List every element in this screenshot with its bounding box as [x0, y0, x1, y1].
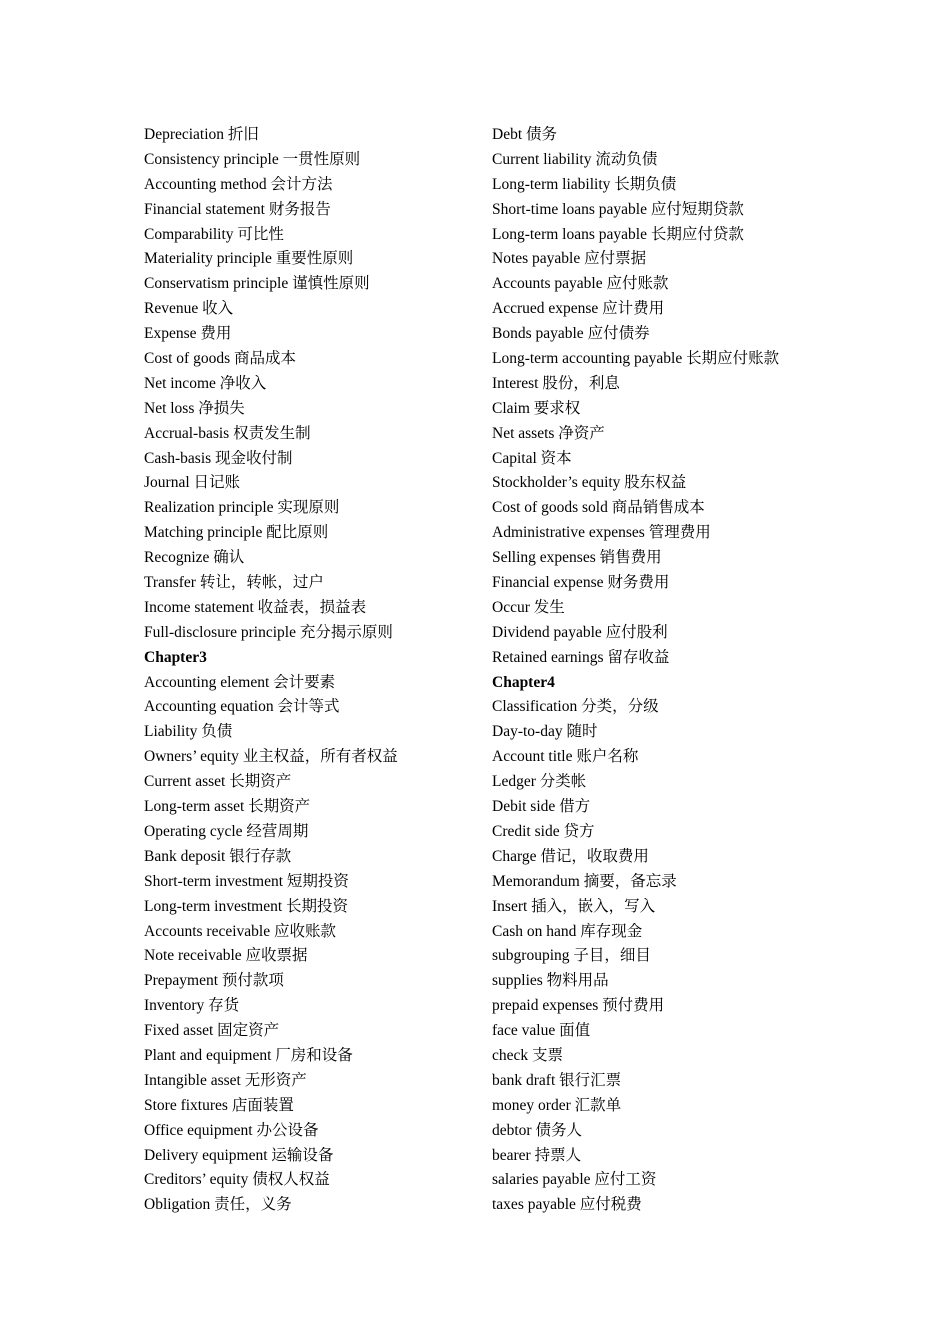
glossary-entry: Expense 费用: [144, 325, 232, 343]
glossary-entry: Net assets 净资产: [492, 424, 605, 442]
glossary-entry: Insert 插入，嵌入，写入: [492, 897, 656, 915]
glossary-entry: Revenue 收入: [144, 300, 234, 318]
glossary-entry: Full-disclosure principle 充分揭示原则: [144, 623, 393, 641]
glossary-entry: Income statement 收益表，损益表: [144, 598, 367, 616]
glossary-entry: money order 汇款单: [492, 1096, 622, 1114]
glossary-entry: Realization principle 实现原则: [144, 499, 340, 517]
glossary-entry: Cash-basis 现金收付制: [144, 449, 293, 467]
glossary-entry: supplies 物料用品: [492, 972, 609, 990]
glossary-entry: bank draft 银行汇票: [492, 1071, 622, 1089]
glossary-entry: Prepayment 预付款项: [144, 972, 284, 990]
glossary-entry: check 支票: [492, 1046, 564, 1064]
glossary-entry: salaries payable 应付工资: [492, 1171, 657, 1189]
glossary-entry: Office equipment 办公设备: [144, 1121, 319, 1139]
glossary-entry: Dividend payable 应付股利: [492, 623, 668, 641]
glossary-entry: Fixed asset 固定资产: [144, 1022, 280, 1040]
glossary-entry: Transfer 转让，转帐，过户: [144, 574, 324, 592]
glossary-entry: subgrouping 子目，细目: [492, 947, 651, 965]
glossary-entry: Depreciation 折旧: [144, 126, 259, 143]
glossary-entry: Cost of goods sold 商品销售成本: [492, 499, 705, 517]
glossary-entry: Short-term investment 短期投资: [144, 872, 349, 890]
glossary-entry: Accounting element 会计要素: [144, 673, 336, 691]
left-term-column: [144, 123, 474, 1218]
glossary-entry: Owners’ equity 业主权益，所有者权益: [144, 748, 398, 766]
glossary-entry: Long-term asset 长期资产: [144, 798, 311, 816]
glossary-entry: Capital 资本: [492, 449, 572, 467]
glossary-entry: Obligation 责任，义务: [144, 1196, 292, 1214]
glossary-entry: Charge 借记，收取费用: [492, 847, 649, 865]
glossary-entry: Accounting equation 会计等式: [144, 698, 340, 716]
glossary-entry: Delivery equipment 运输设备: [144, 1146, 334, 1164]
glossary-entry: Cost of goods 商品成本: [144, 350, 296, 368]
glossary-entry: Accrued expense 应计费用: [492, 300, 665, 318]
right-term-column: [492, 123, 912, 1218]
glossary-entry: Interest 股份，利息: [492, 374, 620, 392]
glossary-entry: Classification 分类，分级: [492, 698, 659, 716]
glossary-entry: Matching principle 配比原则: [144, 524, 329, 542]
glossary-entry: Claim 要求权: [492, 399, 581, 417]
glossary-entry: Current asset 长期资产: [144, 773, 292, 791]
glossary-entry: Financial expense 财务费用: [492, 574, 670, 592]
glossary-entry: Note receivable 应收票据: [144, 947, 308, 965]
glossary-entry: Long-term liability 长期负债: [492, 175, 677, 193]
glossary-entry: Bank deposit 银行存款: [144, 847, 292, 865]
glossary-entry: Accrual-basis 权责发生制: [144, 424, 311, 442]
glossary-entry: Inventory 存货: [144, 997, 240, 1015]
glossary-entry: Notes payable 应付票据: [492, 250, 647, 268]
chapter-heading: Chapter4: [492, 673, 555, 691]
glossary-entry: Stockholder’s equity 股东权益: [492, 474, 687, 492]
glossary-entry: Materiality principle 重要性原则: [144, 250, 354, 268]
glossary-entry: Accounting method 会计方法: [144, 175, 333, 193]
glossary-entry: Accounts receivable 应收账款: [144, 922, 336, 940]
glossary-entry: Debit side 借方: [492, 798, 591, 816]
glossary-entry: bearer 持票人: [492, 1146, 582, 1164]
glossary-entry: Selling expenses 销售费用: [492, 549, 662, 567]
glossary-entry: Short-time loans payable 应付短期贷款: [492, 200, 744, 218]
chapter-heading: Chapter3: [144, 648, 207, 666]
glossary-entry: Consistency principle 一贯性原则: [144, 150, 361, 168]
glossary-entry: taxes payable 应付税费: [492, 1196, 642, 1214]
glossary-entry: Bonds payable 应付债券: [492, 325, 650, 343]
glossary-entry: Recognize 确认: [144, 549, 245, 567]
glossary-entry: Journal 日记账: [144, 474, 241, 492]
glossary-entry: Long-term accounting payable 长期应付账款: [492, 350, 780, 368]
glossary-entry: prepaid expenses 预付费用: [492, 997, 665, 1015]
glossary-entry: Store fixtures 店面装置: [144, 1096, 294, 1114]
glossary-entry: Administrative expenses 管理费用: [492, 524, 711, 542]
glossary-entry: Plant and equipment 厂房和设备: [144, 1046, 353, 1064]
glossary-entry: Liability 负债: [144, 723, 233, 741]
glossary-entry: Net loss 净损失: [144, 399, 245, 417]
glossary-entry: debtor 债务人: [492, 1121, 582, 1139]
glossary-entry: Account title 账户名称: [492, 748, 639, 766]
glossary-entry: face value 面值: [492, 1022, 591, 1040]
glossary-entry: Ledger 分类帐: [492, 773, 587, 791]
glossary-entry: Conservatism principle 谨慎性原则: [144, 275, 370, 293]
glossary-entry: Operating cycle 经营周期: [144, 822, 309, 840]
glossary-entry: Occur 发生: [492, 598, 565, 616]
glossary-entry: Long-term loans payable 长期应付贷款: [492, 225, 744, 243]
glossary-entry: Memorandum 摘要，备忘录: [492, 872, 677, 890]
glossary-entry: Credit side 贷方: [492, 822, 595, 840]
glossary-entry: Accounts payable 应付账款: [492, 275, 669, 293]
glossary-entry: Intangible asset 无形资产: [144, 1071, 307, 1089]
glossary-entry: Cash on hand 库存现金: [492, 922, 643, 940]
glossary-entry: Creditors’ equity 债权人权益: [144, 1171, 330, 1189]
glossary-entry: Retained earnings 留存收益: [492, 648, 670, 666]
glossary-entry: Comparability 可比性: [144, 225, 284, 243]
glossary-entry: Day-to-day 随时: [492, 723, 598, 741]
glossary-entry: Financial statement 财务报告: [144, 200, 331, 218]
glossary-entry: Net income 净收入: [144, 374, 267, 392]
glossary-entry: Debt 债务: [492, 126, 558, 143]
glossary-entry: Current liability 流动负债: [492, 150, 658, 168]
glossary-entry: Long-term investment 长期投资: [144, 897, 349, 915]
